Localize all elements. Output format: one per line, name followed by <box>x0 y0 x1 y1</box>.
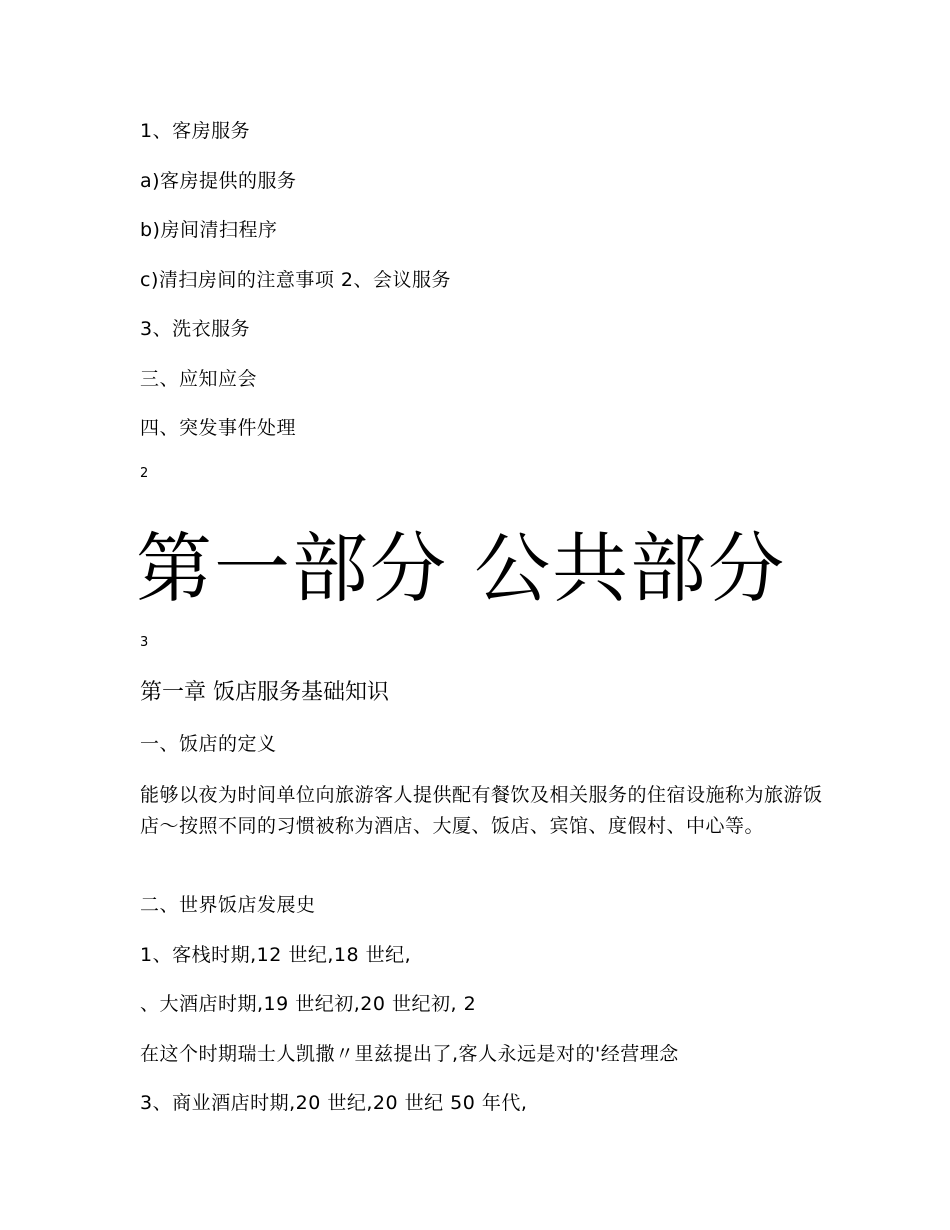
toc-subitem-cleaning-notes: c)清扫房间的注意事项 2、会议服务 <box>140 269 451 291</box>
toc-section-emergency-handling: 四、突发事件处理 <box>140 417 297 439</box>
page-number: 2 <box>140 466 149 481</box>
section-heading-hotel-definition: 一、饭店的定义 <box>140 733 277 755</box>
toc-section-required-knowledge: 三、应知应会 <box>140 368 258 390</box>
history-item-inn-period: 1、客栈时期,12 世纪,18 世纪, <box>140 944 412 966</box>
toc-subitem-cleaning-procedure: b)房间清扫程序 <box>140 219 278 241</box>
page-number: 3 <box>140 635 149 650</box>
section-heading-hotel-history: 二、世界饭店发展史 <box>140 894 316 916</box>
toc-subitem-room-services: a)客房提供的服务 <box>140 170 297 192</box>
definition-paragraph: 能够以夜为时间单位向旅游客人提供配有餐饮及相关服务的住宿设施称为旅游饭店～按照不同的习惯被称为酒店、大厦、饭店、宾馆、度假村、中心等。 <box>140 784 823 837</box>
toc-item-laundry-service: 3、洗衣服务 <box>140 318 251 340</box>
part-title: 第一部分 公共部分 <box>136 524 787 613</box>
history-note-ritz: 在这个时期瑞士人凯撒〃里兹提出了,客人永远是对的'经营理念 <box>140 1043 679 1065</box>
toc-item-guest-room-service: 1、客房服务 <box>140 120 251 142</box>
chapter-title: 第一章 饭店服务基础知识 <box>140 680 389 705</box>
history-item-grand-hotel-period: 、大酒店时期,19 世纪初,20 世纪初, 2 <box>140 993 477 1015</box>
history-item-commercial-hotel-period: 3、商业酒店时期,20 世纪,20 世纪 50 年代, <box>140 1092 528 1114</box>
